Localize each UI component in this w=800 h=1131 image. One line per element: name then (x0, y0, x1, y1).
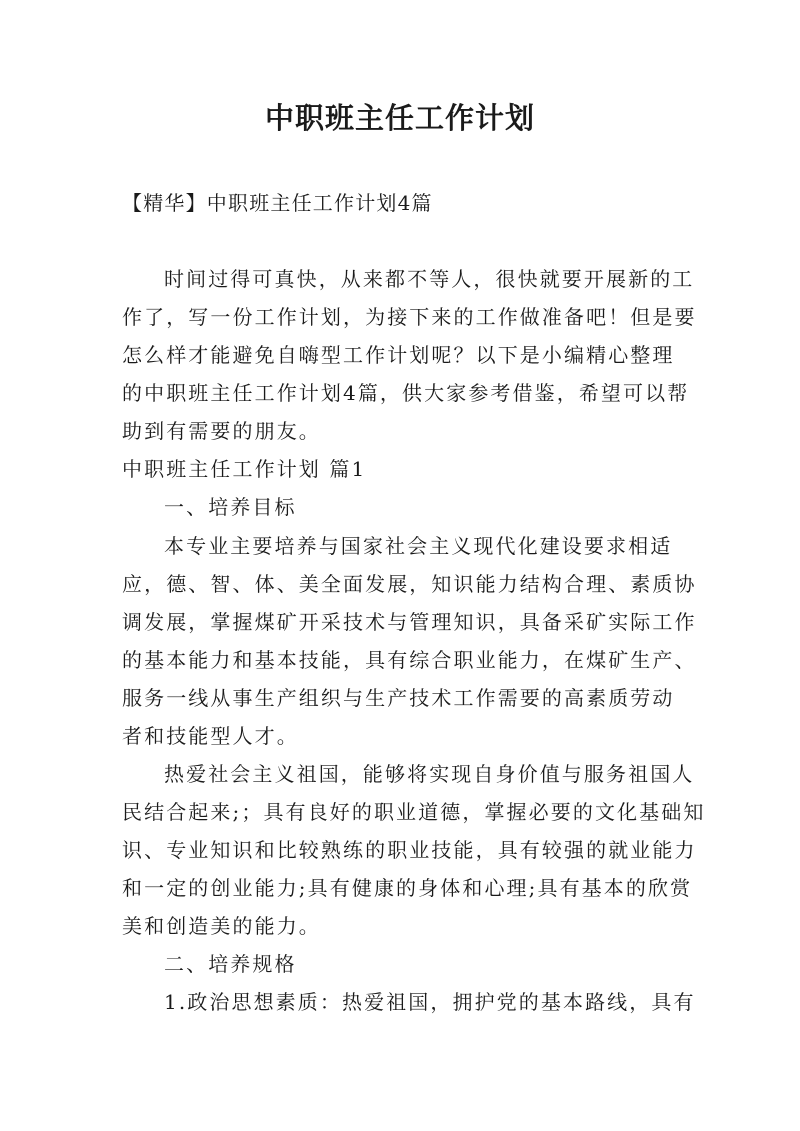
body-line: 本专业主要培养与国家社会主义现代化建设要求相适 (164, 534, 673, 558)
intro-line: 助到有需要的朋友。 (122, 419, 321, 443)
document-subtitle: 【精华】中职班主任工作计划4篇 (122, 191, 433, 215)
body-line: 热爱社会主义祖国，能够将实现自身价值与服务祖国人 (164, 762, 695, 786)
document-title: 中职班主任工作计划 (264, 101, 535, 135)
intro-line: 时间过得可真快，从来都不等人，很快就要开展新的工 (164, 267, 695, 291)
body-line: 和一定的创业能力;具有健康的身体和心理;具有基本的欣赏 (122, 876, 693, 900)
body-line: 的基本能力和基本技能，具有综合职业能力，在煤矿生产、 (122, 648, 697, 672)
intro-line: 怎么样才能避免自嗨型工作计划呢？以下是小编精心整理 (122, 343, 675, 367)
body-line: 者和技能型人才。 (122, 724, 299, 748)
section-heading: 中职班主任工作计划 篇1 (122, 457, 367, 481)
body-line: 美和创造美的能力。 (122, 914, 321, 938)
subsection-heading: 二、培养规格 (164, 952, 297, 976)
intro-line: 作了，写一份工作计划，为接下来的工作做准备吧！但是要 (122, 305, 697, 329)
intro-line: 的中职班主任工作计划4篇，供大家参考借鉴，希望可以帮 (122, 381, 690, 405)
subsection-heading: 一、培养目标 (164, 495, 297, 519)
body-line: 应，德、智、体、美全面发展，知识能力结构合理、素质协 (122, 572, 697, 596)
body-line: 民结合起来;；具有良好的职业道德，掌握必要的文化基础知 (122, 800, 706, 824)
body-line: 1.政治思想素质：热爱祖国，拥护党的基本路线，具有 (164, 990, 696, 1014)
body-line: 调发展，掌握煤矿开采技术与管理知识，具备采矿实际工作 (122, 610, 697, 634)
body-line: 服务一线从事生产组织与生产技术工作需要的高素质劳动 (122, 686, 675, 710)
body-line: 识、专业知识和比较熟练的职业技能，具有较强的就业能力 (122, 838, 697, 862)
